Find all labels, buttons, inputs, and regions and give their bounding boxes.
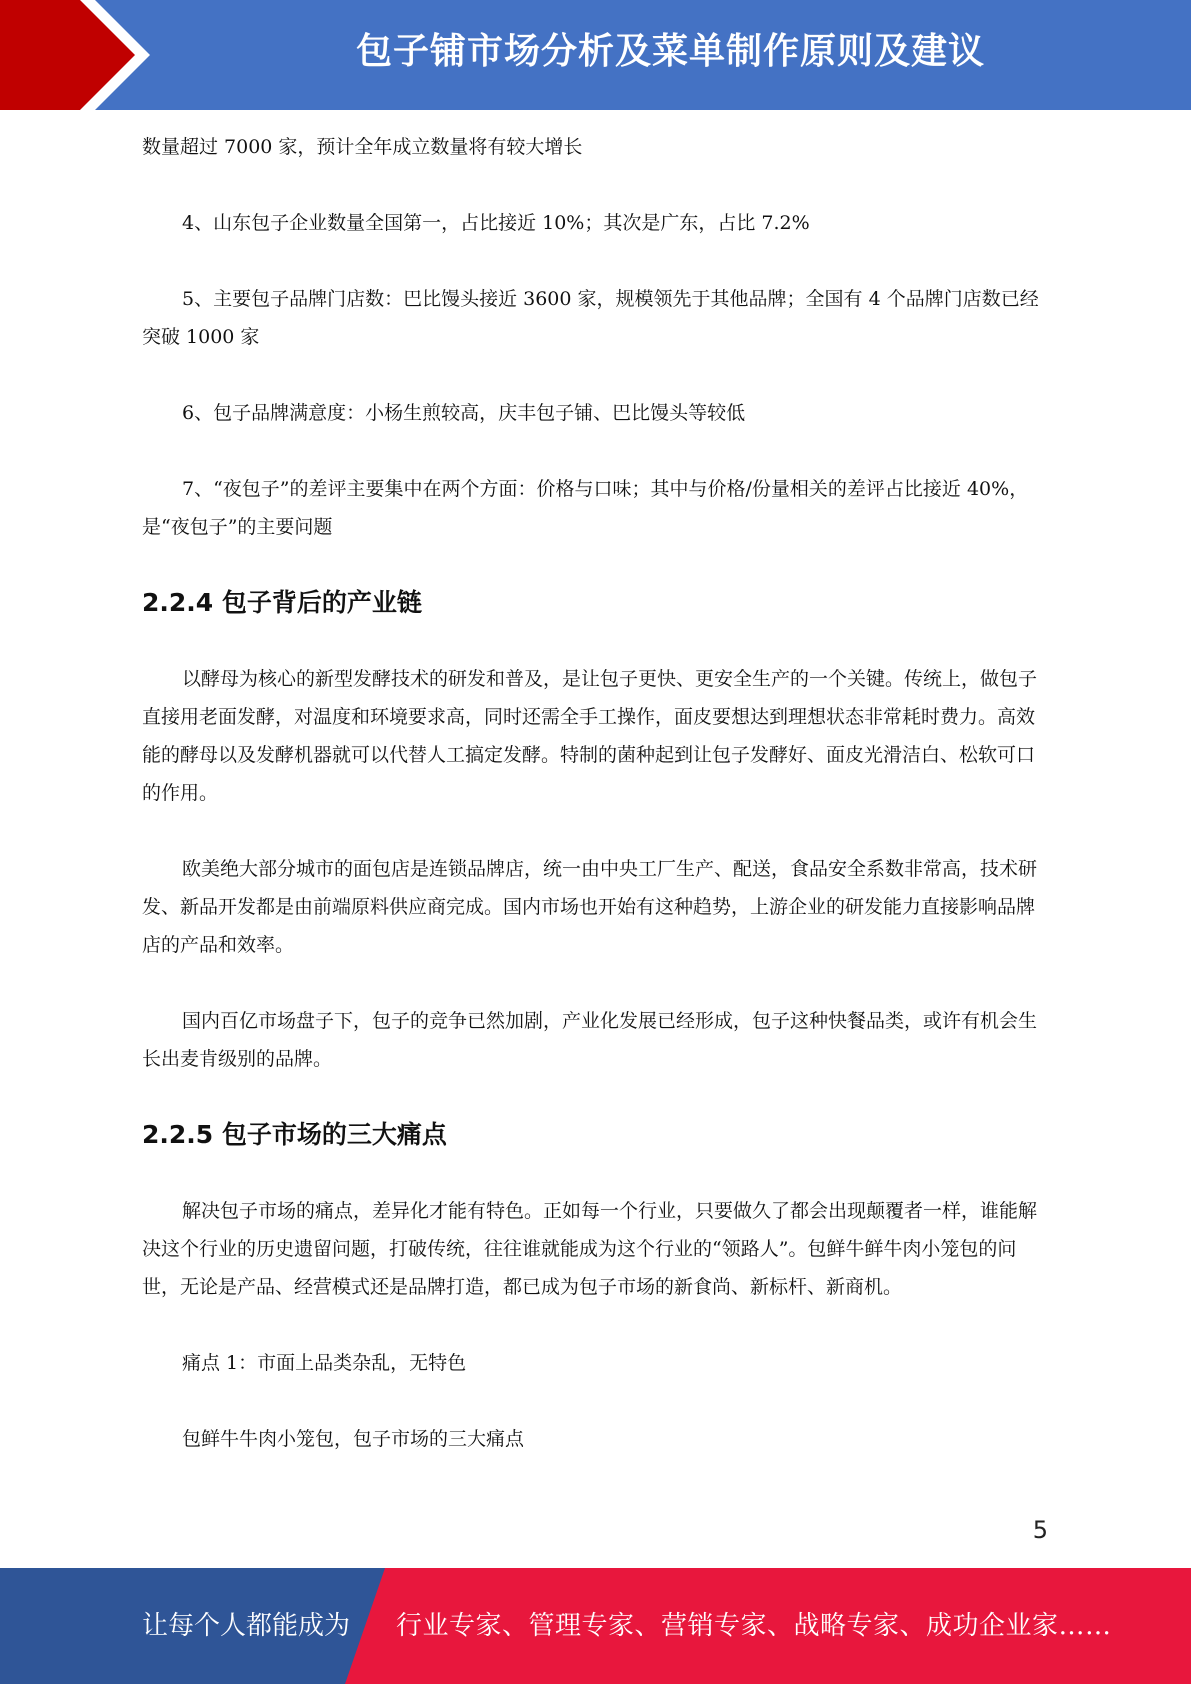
list-item-7: 7、“夜包子”的差评主要集中在两个方面：价格与口味；其中与价格/份量相关的差评占比接近 40%，是“夜包子”的主要问题: [142, 478, 1029, 538]
paragraph-224-3: 国内百亿市场盘子下，包子的竞争已然加剧，产业化发展已经形成，包子这种快餐品类，或许有机会生长出麦肯级别的品牌。: [142, 1010, 1038, 1070]
page-footer: [0, 1568, 1191, 1684]
page-number: 5: [1032, 1516, 1048, 1544]
paragraph-225-3: 包鲜牛牛肉小笼包，包子市场的三大痛点: [182, 1428, 525, 1450]
paragraph-224-2: 欧美绝大部分城市的面包店是连锁品牌店，统一由中央工厂生产、配送，食品安全系数非常高，技术研发、新品开发都是由前端原料供应商完成。国内市场也开始有这种趋势，上游企业的研发能力直接影响品牌店的产品和效率。: [142, 858, 1038, 956]
page-header: [0, 0, 1191, 110]
paragraph-continuation: 数量超过 7000 家，预计全年成立数量将有较大增长: [142, 136, 583, 158]
list-item-4: 4、山东包子企业数量全国第一，占比接近 10%；其次是广东，占比 7.2%: [182, 212, 810, 234]
paragraph-225-2: 痛点 1：市面上品类杂乱，无特色: [182, 1352, 467, 1374]
paragraph-225-1: 解决包子市场的痛点，差异化才能有特色。正如每一个行业，只要做久了都会出现颠覆者一样，谁能解决这个行业的历史遗留问题，打破传统，往往谁就能成为这个行业的“领路人”。包鲜牛鲜牛肉小笼包的问世，无论是产品、经营模式还是品牌打造，都已成为包子市场的新食尚、新标杆、新商机。: [142, 1200, 1038, 1298]
footer-slogan-left: 让每个人都能成为: [142, 1611, 351, 1641]
header-arrow-decoration: [0, 0, 160, 110]
list-item-5: 5、主要包子品牌门店数：巴比馒头接近 3600 家，规模领先于其他品牌；全国有 4 个品牌门店数已经突破 1000 家: [142, 288, 1039, 348]
header-title: 包子铺市场分析及菜单制作原则及建议: [355, 31, 985, 72]
document-body: [142, 128, 1050, 1496]
footer-slogan-right: 行业专家、管理专家、营销专家、战略专家、成功企业家……: [396, 1611, 1112, 1641]
section-heading-2-2-4: 2.2.4 包子背后的产业链: [142, 588, 422, 617]
section-heading-2-2-5: 2.2.5 包子市场的三大痛点: [142, 1120, 447, 1149]
list-item-6: 6、包子品牌满意度：小杨生煎较高，庆丰包子铺、巴比馒头等较低: [182, 402, 746, 424]
paragraph-224-1: 以酵母为核心的新型发酵技术的研发和普及，是让包子更快、更安全生产的一个关键。传统上，做包子直接用老面发酵，对温度和环境要求高，同时还需全手工操作，面皮要想达到理想状态非常耗时费力。高效能的酵母以及发酵机器就可以代替人工搞定发酵。特制的菌种起到让包子发酵好、面皮光滑洁白、松软可口的作用。: [142, 668, 1038, 804]
